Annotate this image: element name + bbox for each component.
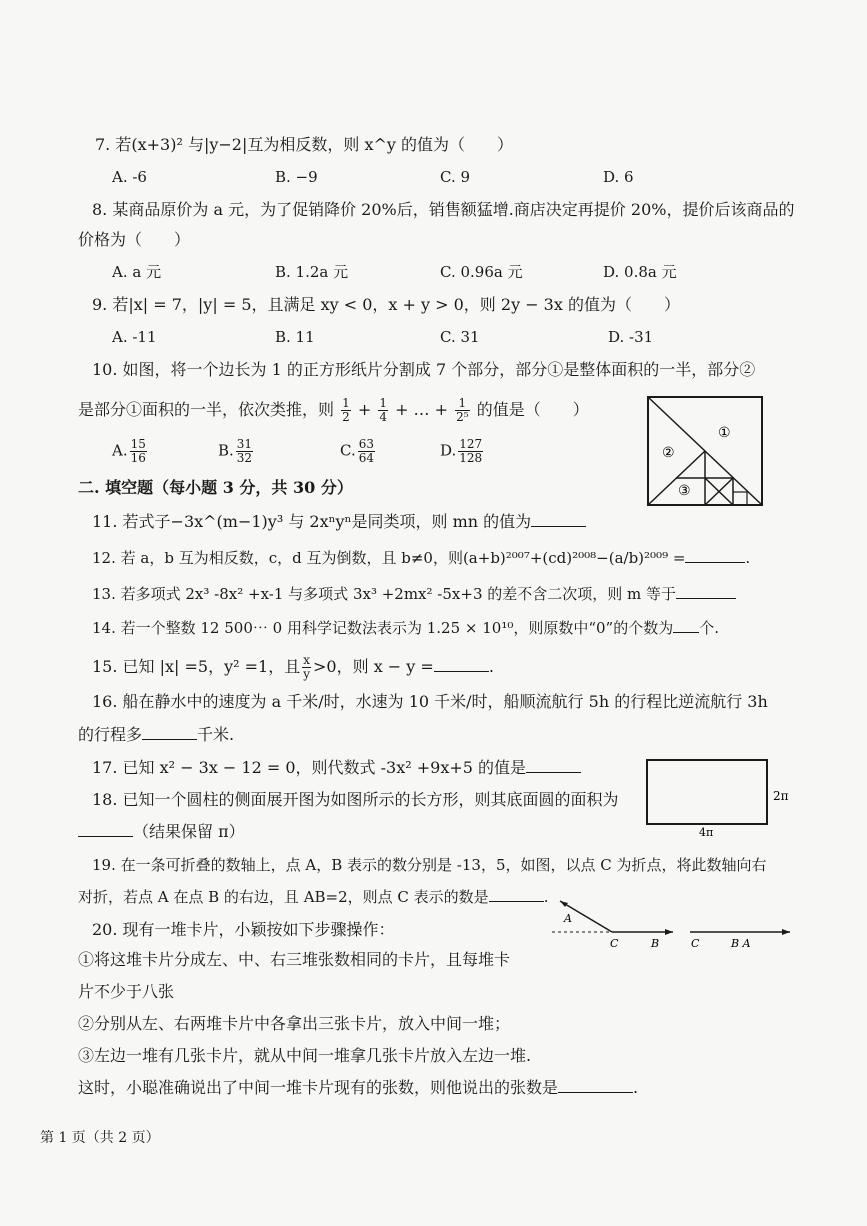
q10-label-3: ③	[678, 483, 691, 499]
q18-stem-1: 18. 已知一个圆柱的侧面展开图为如图所示的长方形，则其底面圆的面积为	[92, 790, 619, 809]
q8-option-c: C. 0.96a 元	[440, 263, 523, 281]
q10-stem-2c: 的值是（ ）	[476, 400, 589, 419]
q10-stem-2: 是部分①面积的一半，依次类推，则 $\frac{1}{2}$ + $\frac{1}{4}$ + … + $\frac{1}{\text{2⁵}}$ 的值是（ ）	[78, 396, 589, 424]
q9-option-a: A. -11	[112, 328, 157, 346]
q9-option-d: D. -31	[608, 328, 654, 346]
q10-stem-2a: 是部分①面积的一半，依次类推，则	[78, 400, 335, 419]
q7-option-a: A. -6	[112, 168, 147, 186]
q20-final: 这时，小聪准确说出了中间一堆卡片现有的张数，则他说出的张数是 .	[78, 1078, 639, 1097]
q14-answer-blank	[673, 618, 699, 633]
q19-fig-left-b: B	[651, 937, 660, 950]
section-2-heading: 二. 填空题（每小题 3 分，共 30 分）	[78, 478, 353, 497]
q7-option-b: B. −9	[275, 168, 318, 186]
q19-fig-left-c: C	[610, 937, 619, 950]
q17-stem: 17. 已知 x² − 3x − 12 = 0，则代数式 -3x² +9x+5 的值是	[92, 758, 581, 778]
q17-answer-blank	[526, 758, 581, 773]
q9-stem: 9. 若|x| = 7，|y| = 5，且满足 xy < 0，x + y > 0，则 2y − 3x 的值为（ ）	[92, 295, 680, 314]
q10-option-a: A. $\frac{15}{16}$	[112, 437, 146, 465]
q18-width-label: 4π	[699, 826, 714, 838]
q10-frac-2: $\frac{1}{4}$	[379, 396, 387, 424]
q16-stem-2: 的行程多 千米.	[78, 725, 235, 744]
q8-stem-1: 8. 某商品原价为 a 元，为了促销降价 20%后，销售额猛增.商店决定再提价 20%，提价后该商品的	[92, 200, 795, 219]
q10-label-1: ①	[718, 425, 731, 441]
q8-option-d: D. 0.8a 元	[603, 263, 677, 281]
q9-option-b: B. 11	[275, 328, 315, 346]
q8-option-b: B. 1.2a 元	[275, 263, 349, 281]
q15-stem: 15. 已知 |x| =5，y² =1，且 $\frac{x}{y}$ >0，则 x − y = .	[92, 653, 494, 681]
q10-stem-2b: + … +	[395, 400, 449, 419]
q10-label-2: ②	[662, 445, 675, 461]
q14-stem: 14. 若一个整数 12 500⋯ 0 用科学记数法表示为 1.25 × 10¹⁰，则原数中“0”的个数为 个.	[92, 619, 720, 637]
q19-stem-2: 对折，若点 A 在点 B 的右边，且 AB=2，则点 C 表示的数是 .	[78, 888, 549, 906]
q16-stem-1: 16. 船在静水中的速度为 a 千米/时，水速为 10 千米/时，船顺流航行 5h 的行程比逆流航行 3h	[92, 692, 768, 711]
q12-stem: 12. 若 a，b 互为相反数，c，d 互为倒数，且 b≠0，则(a+b)²⁰⁰⁷+(cd)²⁰⁰⁸−(a/b)²⁰⁰⁹ = .	[92, 549, 751, 567]
q18-answer-blank	[78, 822, 133, 837]
q18-stem-2: （结果保留 π）	[78, 822, 245, 842]
q11-stem: 11. 若式子−3x^(m−1)y³ 与 2xⁿyⁿ是同类项，则 mn 的值为	[92, 512, 586, 532]
q20-step-1b: 片不少于八张	[78, 982, 175, 1001]
q20-step-1a: ①将这堆卡片分成左、中、右三堆张数相同的卡片，且每堆卡	[78, 950, 511, 969]
q8-stem-2: 价格为（ ）	[78, 230, 191, 249]
q19-fig-right-ba: B A	[731, 937, 751, 950]
q20-step-3: ③左边一堆有几张卡片，就从中间一堆拿几张卡片放入左边一堆.	[78, 1046, 532, 1065]
q7-option-c: C. 9	[440, 168, 471, 186]
q18-rectangle-figure	[645, 758, 795, 838]
q18-height-label: 2π	[773, 789, 789, 803]
q13-answer-blank	[676, 584, 736, 599]
q13-stem: 13. 若多项式 2x³ -8x² +x-1 与多项式 3x³ +2mx² -5x+3 的差不含二次项，则 m 等于	[92, 584, 736, 604]
q19-number-line-figure	[548, 895, 793, 950]
q19-fig-right-c: C	[691, 937, 700, 950]
page-footer: 第 1 页（共 2 页）	[40, 1130, 160, 1146]
q10-option-d: D. $\frac{127}{128}$	[440, 437, 483, 465]
q19-stem-1: 19. 在一条可折叠的数轴上，点 A，B 表示的数分别是 -13，5，如图，以点 C 为折点，将此数轴向右	[92, 856, 767, 874]
q10-frac-1: $\frac{1}{2}$	[342, 396, 350, 424]
q20-stem-1: 20. 现有一堆卡片，小颖按如下步骤操作：	[92, 920, 395, 939]
q7-stem: 7. 若(x+3)² 与|y−2|互为相反数，则 x^y 的值为（ ）	[95, 135, 513, 154]
q7-option-d: D. 6	[603, 168, 634, 186]
q10-option-c: C. $\frac{63}{64}$	[340, 437, 374, 465]
q19-answer-blank	[489, 887, 544, 902]
q10-frac-3: $\frac{1}{\text{2⁵}}$	[456, 396, 469, 424]
q11-answer-blank	[531, 512, 586, 527]
q20-answer-blank	[558, 1078, 633, 1093]
q9-option-c: C. 31	[440, 328, 480, 346]
q10-option-b: B. $\frac{31}{32}$	[218, 437, 253, 465]
q20-step-2: ②分别从左、右两堆卡片中各拿出三张卡片，放入中间一堆；	[78, 1014, 511, 1033]
q12-answer-blank	[685, 548, 745, 563]
q19-fig-left-a: A	[564, 912, 572, 925]
q10-square-figure	[646, 395, 766, 510]
q10-stem-1: 10. 如图，将一个边长为 1 的正方形纸片分割成 7 个部分，部分①是整体面积的一半，部分②	[92, 360, 756, 379]
q8-option-a: A. a 元	[112, 263, 162, 281]
q15-answer-blank	[434, 657, 489, 672]
q16-answer-blank	[142, 725, 197, 740]
